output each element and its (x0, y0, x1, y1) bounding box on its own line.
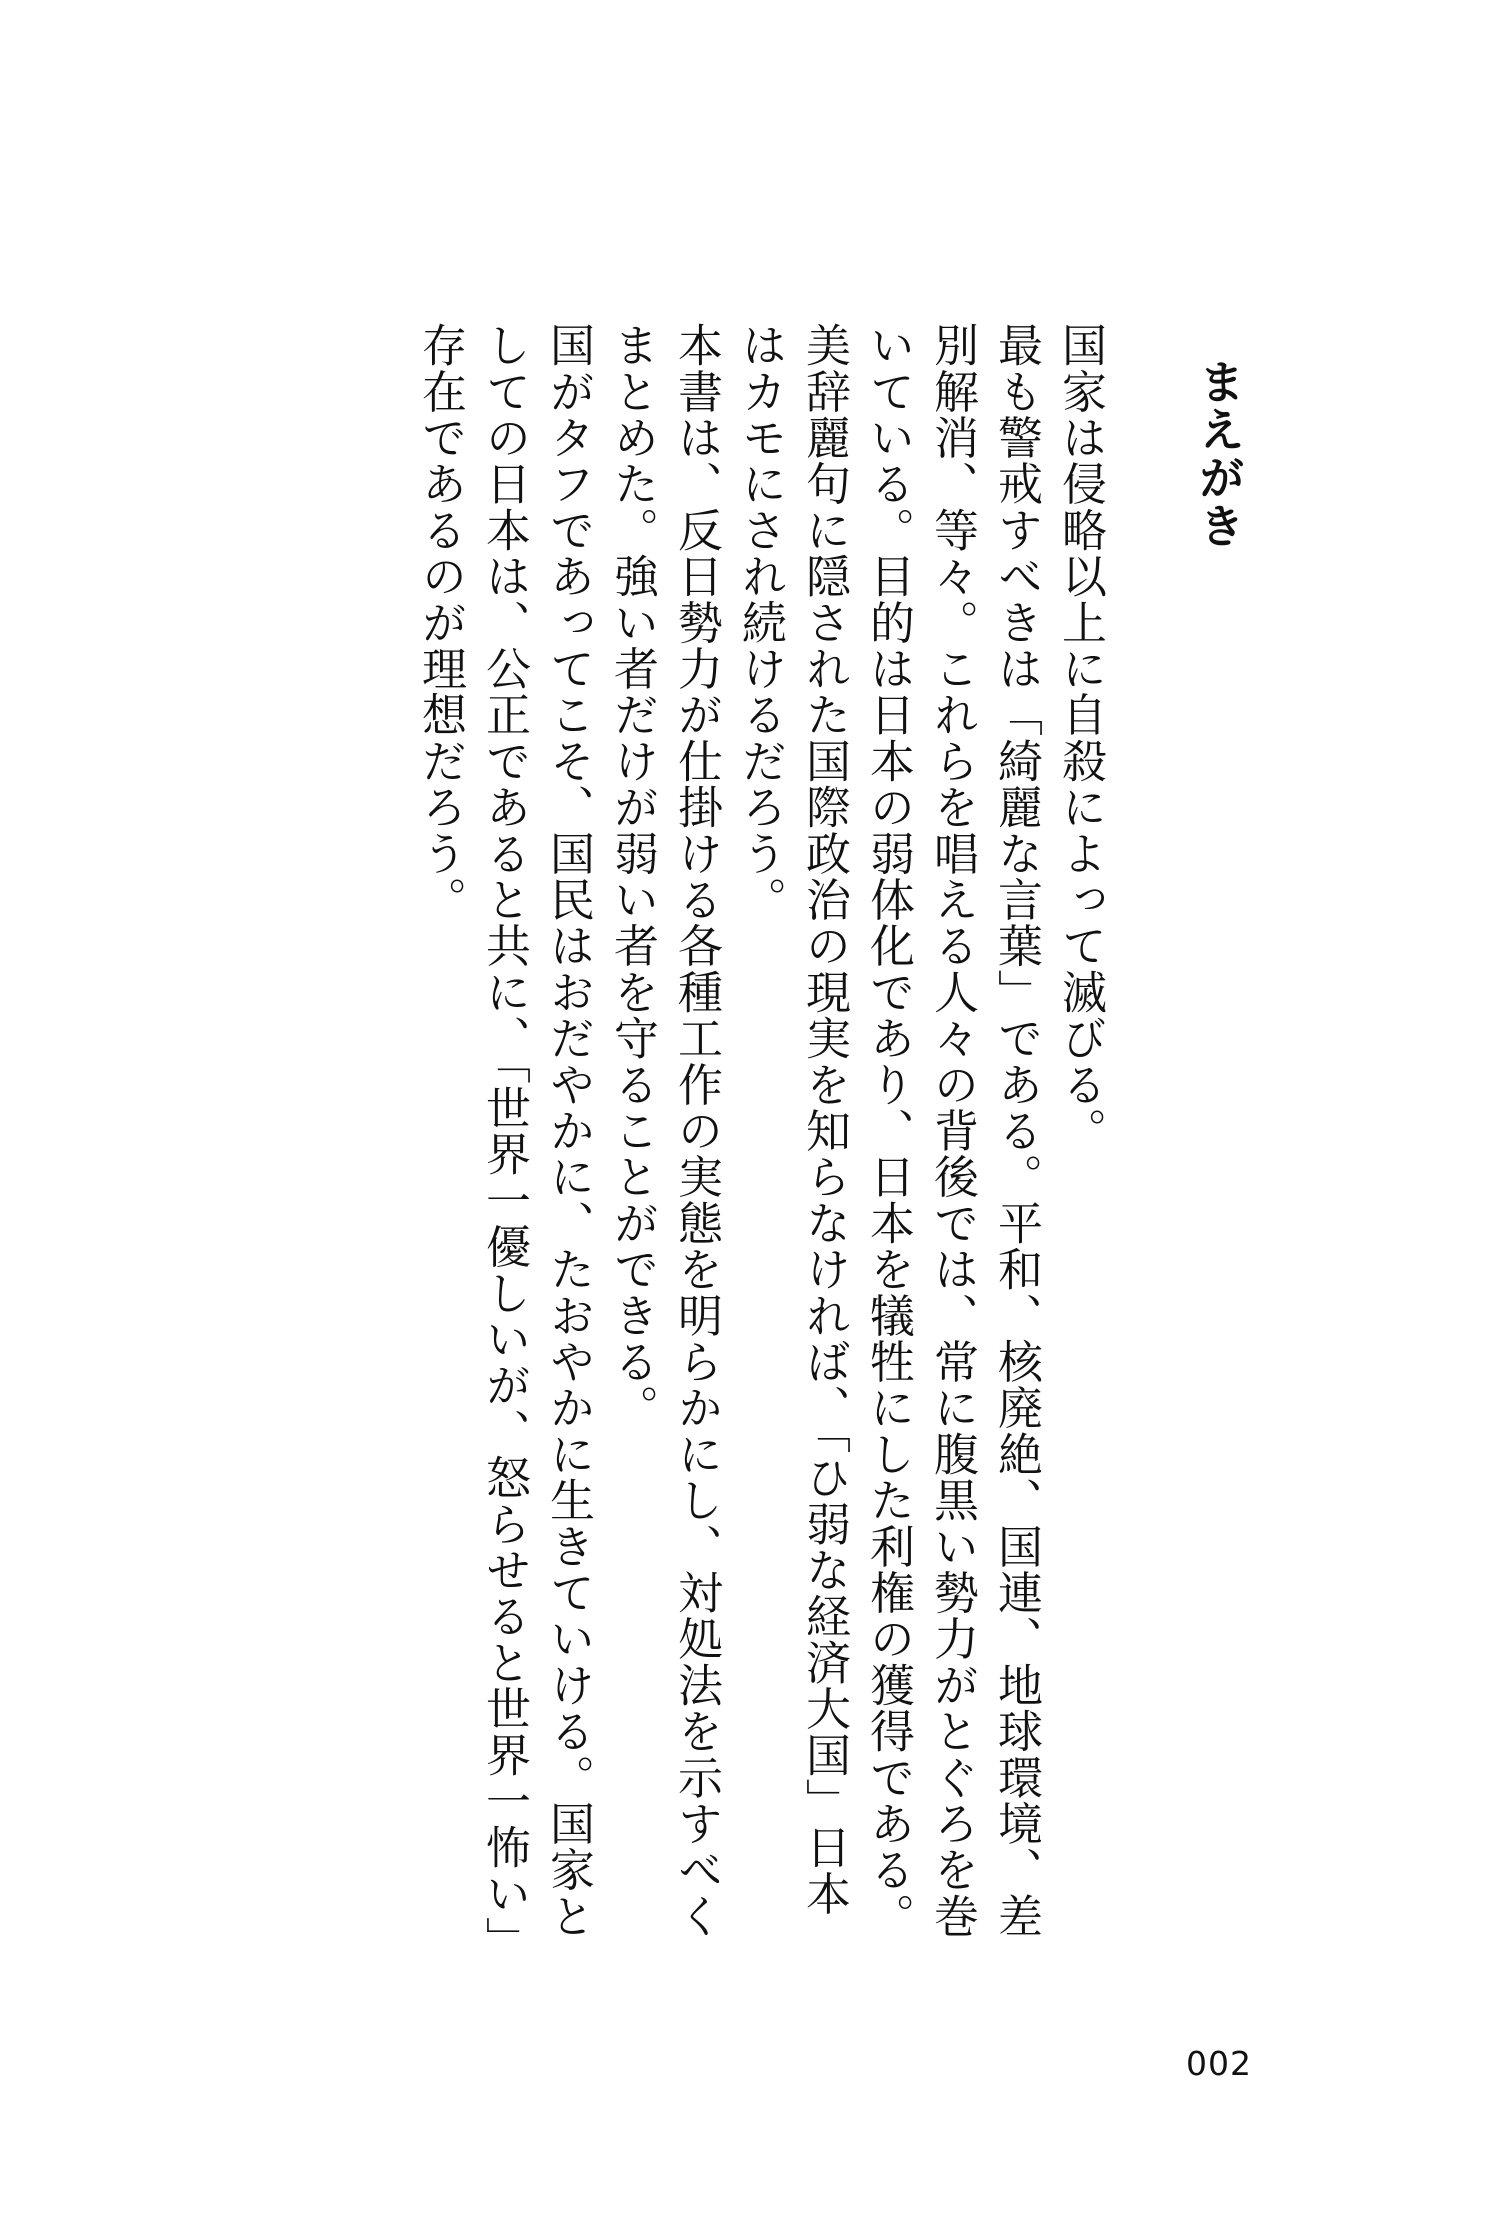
paragraph: 本書は、反日勢力が仕掛ける各種工作の実態を明らかにし、対処法を示すべくまとめた。強い者だけが弱い者を守ることができる。 (606, 322, 723, 1939)
paragraph: 国家は侵略以上に自殺によって滅びる。 (1054, 322, 1107, 1154)
paragraph: 美辞麗句に隠された国際政治の現実を知らなければ、「ひ弱な経済大国」日本はカモにされ続けるだろう。 (734, 322, 851, 1917)
body-text (408, 322, 1112, 1942)
paragraph: 最も警戒すべきは「綺麗な言葉」である。平和、核廃絶、国連、地球環境、差別解消、等々。これらを唱える人々の背後では、常に腹黒い勢力がとぐろを巻いている。目的は日本の弱体化であり、日本を犠牲にした利権の獲得である。 (862, 322, 1043, 1939)
page-number: 002 (1186, 2044, 1252, 2083)
paragraph: 国がタフであってこそ、国民はおだやかに、たおやかに生きていける。国家としての日本は、公正であると共に、「世界一優しいが、怒らせると世界一怖い」存在であるのが理想だろう。 (414, 322, 595, 1941)
page-title: まえがき (1192, 358, 1246, 550)
